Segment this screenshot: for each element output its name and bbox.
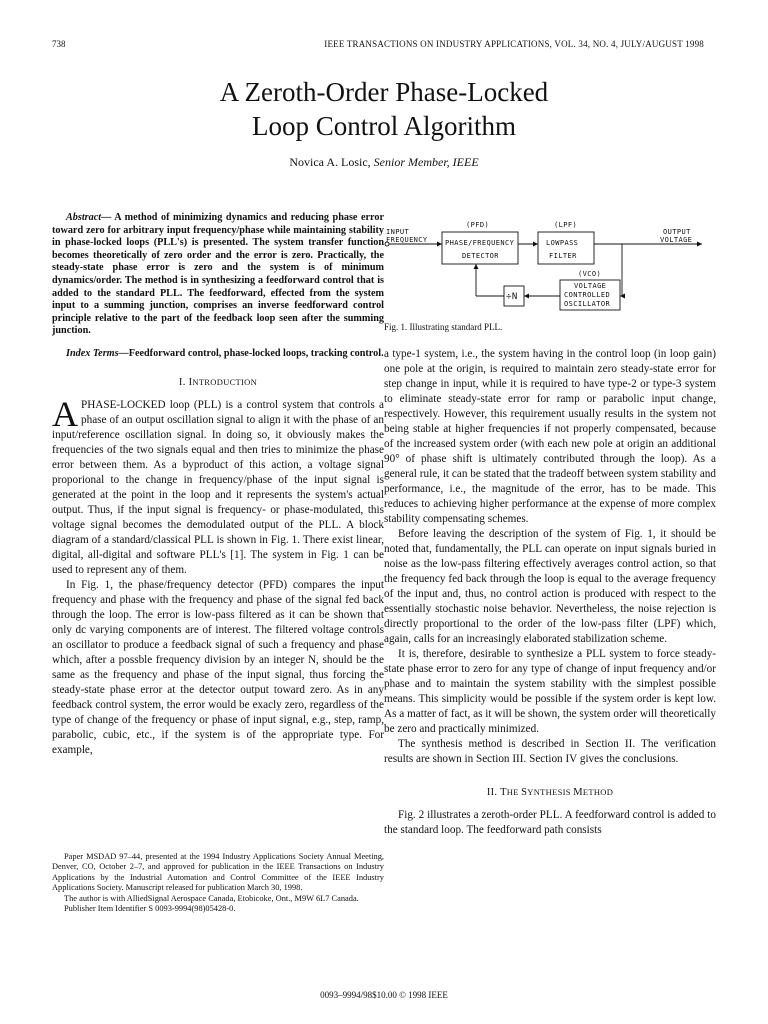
label-input-2: FREQUENCY: [386, 236, 428, 244]
label-output-2: VOLTAGE: [660, 236, 693, 244]
section-heading-synthesis: [384, 785, 716, 800]
label-output-1: OUTPUT: [663, 228, 691, 236]
label-input-1: INPUT: [386, 228, 410, 236]
label-lpf-2: FILTER: [549, 252, 577, 260]
copyright-footer: 0093–9994/98$10.00 © 1998 IEEE: [320, 990, 448, 1000]
section-smallcaps: HE: [506, 787, 522, 797]
title-line-2: Loop Control Algorithm: [251, 111, 516, 141]
body-paragraph-3: It is, therefore, desirable to synthesize a PLL system to force steady-state phase error to zero for any type of change of input frequency and/or phase and to maintain the system stability with the simplest possible means. This simplicity would be possible if the system order is kept low. As a matter of fact, as it will be shown, the system order will theoretically be zero and practically minimized.: [384, 648, 716, 735]
footnote: [52, 852, 384, 914]
drop-cap: A: [52, 393, 78, 434]
left-column: [52, 212, 384, 758]
page-number: 738: [52, 39, 66, 49]
body-paragraph-1: a type-1 system, i.e., the system having in the control loop (in loop gain) one pole at the origin, is required to maintain zero steady-state error for step change in input, while it is required to have type-2 or type-3 system to eliminate steady-state error for ramp or parabolic input change, respectively. However, this requirement usually results in the system not being stable at higher frequencies if not properly compensated, because of the increased system order (with each new pole at origin an additional 90° of phase shift is ultimately contributed through the loop). As a general rule, it can be stated that the tradeoff between system stability and performance, i.e., the magnitude of the error, has to be made. This reduces to achieving higher performance at the expense of more complex stability compensating schemes.: [384, 348, 716, 525]
body-paragraph-4: The synthesis method is described in Section II. The verification results are shown in Section III. Section IV gives the conclusions.: [384, 738, 716, 765]
label-lpf-tag: (LPF): [554, 221, 578, 229]
index-terms-lead: Index Terms—: [66, 347, 129, 359]
footnote-affiliation: The author is with AlliedSignal Aerospace Canada, Etobicoke, Ont., M9W 6L7 Canada.: [64, 893, 359, 903]
arrow-into-divider: [524, 294, 529, 299]
arrow-into-vco: [620, 294, 625, 299]
abstract: [52, 212, 384, 338]
arrow-output: [697, 242, 702, 247]
index-terms: [52, 348, 384, 361]
label-divider: ÷N: [506, 292, 518, 302]
label-vco-3: OSCILLATOR: [564, 300, 611, 308]
author-role: Senior Member, IEEE: [373, 155, 479, 169]
figure-1: [384, 214, 716, 316]
section-number: II.: [486, 787, 501, 798]
label-vco-1: VOLTAGE: [574, 282, 607, 290]
label-pfd-tag: (PFD): [466, 221, 490, 229]
abstract-lead: Abstract—: [66, 212, 112, 223]
author-name: Novica A. Losic,: [289, 155, 371, 169]
section-smallcaps: YNTHESIS: [527, 787, 574, 797]
right-column: [384, 214, 716, 838]
section-number: I.: [178, 376, 189, 388]
title-line-1: A Zeroth-Order Phase-Locked: [219, 77, 549, 107]
title-block: [0, 75, 768, 170]
pll-block-diagram: [384, 214, 716, 316]
footnote-identifier: Publisher Item Identifier S 0093-9994(98)05428-0.: [64, 904, 236, 914]
figure-caption: Fig. 1. Illustrating standard PLL.: [384, 322, 503, 332]
intro-paragraph-2: In Fig. 1, the phase/frequency detector (PFD) compares the input frequency and phase with the frequency and phase of the signal fed back through the loop. The error is low-pass filtered as it can be shown that only dc varying components are of interest. The filtered voltage controls an oscillator to produce a feedback signal of such a frequency and phase which, after a possble frequency division by an integer N, should be the same as the frequency and phase of the input signal, thus forcing the steady-state phase error at the detector output toward zero. As in any feedback control system, the error would be exacly zero, regardless of the type of change of the frequency or phase of input signal, e.g., step, ramp, parabolic, cubic, etc., if the system is of the appropriate type. For example,: [52, 578, 384, 756]
label-lpf-1: LOWPASS: [546, 239, 579, 247]
index-terms-text: Feedforward control, phase-locked loops, tracking control.: [128, 347, 384, 359]
label-vco-tag: (VCO): [578, 270, 602, 278]
label-pfd-1: PHASE/FREQUENCY: [445, 239, 515, 247]
arrow-into-lpf: [533, 242, 538, 247]
body-paragraph-2: Before leaving the description of the system of Fig. 1, it should be noted that, fundamentally, the PLL can operate on input signals buried in noise as the low-pass filtering effectively averages control action, so that the frequency fed back through the loop is equal to the average frequency of the input and, thus, no control action is produced with respect to the essentially stochastic noise behavior. Nevertheless, the noise rejection is directly proportional to the order of the low-pass filter (LPF) which, again, calls for an increasingly elaborated stabilization scheme.: [384, 528, 716, 645]
body-paragraph-5: Fig. 2 illustrates a zeroth-order PLL. A feedforward control is added to the standard loop. The feedforward path consists: [384, 809, 716, 836]
label-pfd-2: DETECTOR: [462, 252, 499, 260]
section-smallcaps: ETHOD: [582, 787, 614, 797]
paper-title: [0, 75, 768, 143]
intro-paragraph-1: [52, 393, 384, 578]
section-initial: S: [521, 787, 528, 798]
author-line: [0, 155, 768, 170]
intro-paragraph-1-text: PHASE-LOCKED loop (PLL) is a control system that controls a phase of an output oscillation signal to align it with the phase of an input/reference oscillation signal. In doing so, it obviously makes the frequencies of the two signals equal and then tries to minimize the phase error between them. As a byproduct of this action, a voltage signal proporional to the change in frequency/phase of the input signal is generated at the point in the loop and it represents the system's actual output. Thus, if the input signal is frequency- or phase-modulated, this voltage signal becomes the demodulated output of the PLL. A block diagram of a standard/classical PLL is shown in Fig. 1. There exist linear, digital, all-digital and software PLL's [1]. The system in Fig. 1 can be used to represent any of them.: [52, 398, 384, 576]
section-initial: M: [573, 787, 583, 798]
footnote-manuscript: Paper MSDAD 97–44, presented at the 1994 Industry Applications Society Annual Meeting, Denver, CO, October 2–7, and approved for publication in the IEEE Transactions on Industry Applications by the Industrial Automation and Control Committee of the IEEE Industry Applications Society. Manuscript released for publication March 30, 1998.: [52, 852, 384, 893]
section-smallcaps: NTRODUCTION: [192, 376, 258, 387]
arrow-into-pfd-feedback: [474, 264, 479, 269]
arrow-into-pfd: [437, 242, 442, 247]
abstract-text: A method of minimizing dynamics and reducing phase error toward zero for arbitrary input frequency/phase while maintaining stability in phase-locked loops (PLL's) is presented. The system transfer function becomes theoretically of zero order and the error is zero. Practically, the steady-state phase error is zero and the system is of minimum dynamics/order. The method is in synthesizing a feedforward control that is added to the standard PLL. The feedforward, effected from the system input to a summing junction, comprises an inverse feedforward control principle relative to the part of the feedback loop seen after the summing junction.: [52, 212, 384, 337]
section-initial: T: [500, 787, 507, 798]
section-heading-introduction: [52, 375, 384, 390]
running-head: IEEE TRANSACTIONS ON INDUSTRY APPLICATIONS, VOL. 34, NO. 4, JULY/AUGUST 1998: [324, 39, 704, 49]
section-initial: I: [188, 376, 193, 388]
label-vco-2: CONTROLLED: [564, 291, 611, 299]
